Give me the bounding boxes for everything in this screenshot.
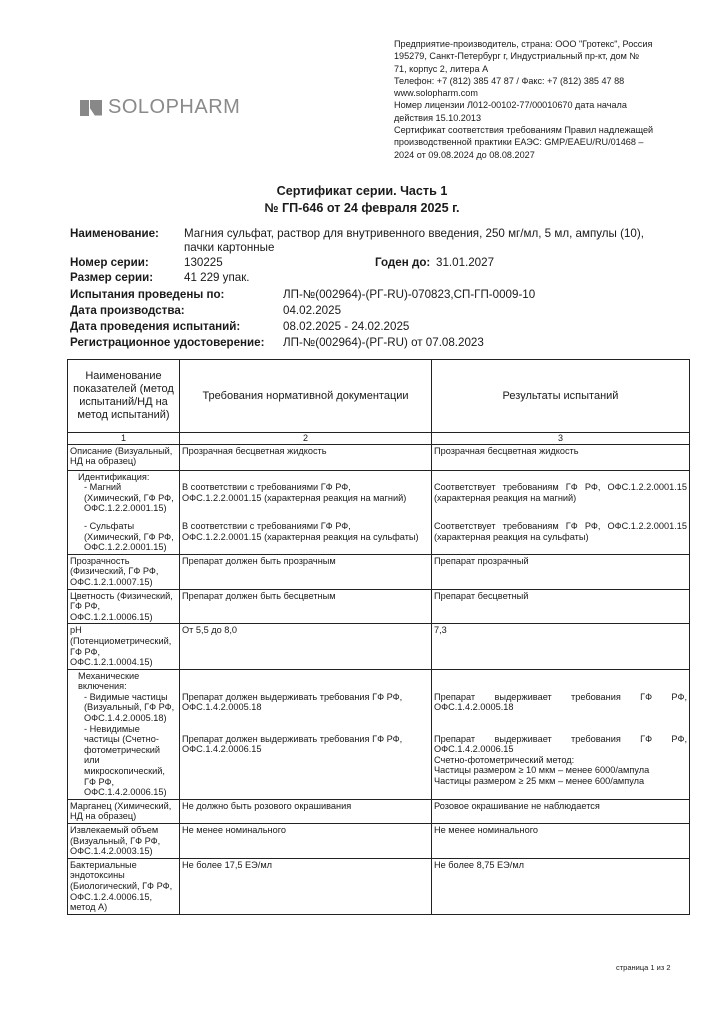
param-visible: - Видимые частицы (Визуальный, ГФ РФ, ОФС.1.4.2.0005.18) [84, 691, 175, 724]
param-invisible: - Невидимые частицы (Счетно-фотометрический или микроскопический, ГФ РФ, ОФС.1.4.2.0006.15) [84, 723, 167, 798]
manufacturer-license: действия 15.10.2013 [394, 112, 482, 123]
res-endotoxins: Не более 8,75 ЕЭ/мл [432, 858, 690, 914]
registration-label: Регистрационное удостоверение: [70, 336, 265, 349]
res-visible: Препарат выдерживает требования ГФ РФ, ОФС.1.4.2.0005.18 [434, 691, 687, 713]
manufacturer-info [394, 38, 694, 161]
req-sulfates: В соответствии с требованиями ГФ РФ, ОФС.1.2.2.0001.15 (характерная реакция на сульфаты) [182, 520, 419, 542]
table-header-row [68, 360, 690, 433]
production-value: 04.02.2025 [283, 304, 342, 317]
req-visible: Препарат должен выдерживать требования ГФ РФ, ОФС.1.4.2.0005.18 [182, 691, 403, 713]
param-description: Описание (Визуальный, НД на образец) [68, 444, 180, 470]
param-magnesium: - Магний (Химический, ГФ РФ, ОФС.1.2.2.0001.15) [84, 482, 174, 514]
table-number-row [68, 433, 690, 445]
table-row [68, 470, 690, 554]
results-table [67, 359, 690, 915]
column-number: 2 [180, 433, 432, 445]
req-ph: От 5,5 до 8,0 [180, 624, 432, 669]
page-number: страница 1 из 2 [616, 963, 671, 972]
table-row [68, 554, 690, 589]
param-color: Цветность (Физический, ГФ РФ, ОФС.1.2.1.0006.15) [68, 589, 180, 624]
production-label: Дата производства: [70, 304, 185, 317]
param-volume: Извлекаемый объем (Визуальный, ГФ РФ, ОФС.1.4.2.0003.15) [68, 824, 180, 859]
manufacturer-website: www.solopharm.com [394, 88, 478, 99]
res-ph: 7,3 [432, 624, 690, 669]
size-value: 41 229 упак. [184, 271, 250, 284]
param-ph: pH (Потенциометрический, ГФ РФ, ОФС.1.2.1.0004.15) [68, 624, 180, 669]
param-mechanical: Механические включения: [78, 670, 140, 692]
req-invisible: Препарат должен выдерживать требования ГФ РФ, ОФС.1.4.2.0006.15 [182, 733, 403, 755]
table-row [68, 858, 690, 914]
name-value: Магния сульфат, раствор для внутривенного введения, 250 мг/мл, 5 мл, ампулы (10), [184, 227, 644, 240]
manufacturer-address: 71, корпус 2, литера А [394, 63, 489, 74]
table-row [68, 824, 690, 859]
brand-name: SOLOPHARM [108, 96, 241, 118]
res-magnesium: Соответствует требованиям ГФ РФ, ОФС.1.2.2.0001.15 (характерная реакция на магний) [434, 482, 687, 503]
test-dates-label: Дата проведения испытаний: [70, 320, 241, 333]
registration-value: ЛП-№(002964)-(РГ-RU) от 07.08.2023 [283, 336, 484, 349]
res-sulfates: Соответствует требованиям ГФ РФ, ОФС.1.2.2.0001.15 (характерная реакция на сульфаты) [434, 520, 687, 542]
table-row [68, 444, 690, 470]
expiry-value: 31.01.2027 [436, 256, 495, 269]
batch-value: 130225 [184, 256, 223, 269]
param-identification: Идентификация: [78, 471, 150, 482]
column-number: 3 [432, 433, 690, 445]
res-color: Препарат бесцветный [432, 589, 690, 624]
manufacturer-gmp: производственной практики ЕАЭС: GMP/EAEU/RU/01468 – [394, 137, 644, 148]
manufacturer-license: Номер лицензии Л012-00102-77/00010670 дата начала [394, 100, 627, 111]
tests-label: Испытания проведены по: [70, 288, 225, 301]
company-logo [80, 96, 240, 119]
table-row [68, 799, 690, 823]
batch-label: Номер серии: [70, 256, 149, 269]
param-sulfates: - Сульфаты (Химический, ГФ РФ, ОФС.1.2.2.0001.15) [84, 520, 174, 553]
table-row [68, 589, 690, 624]
solopharm-logo-icon [80, 98, 102, 118]
header-requirements: Требования нормативной документации [180, 360, 432, 433]
res-manganese: Розовое окрашивание не наблюдается [432, 799, 690, 823]
res-invisible-method: Счетно-фотометрический метод: [434, 754, 575, 765]
table-row [68, 669, 690, 799]
name-value-cont: пачки картонные [184, 241, 275, 254]
res-volume: Не менее номинального [432, 824, 690, 859]
name-label: Наименование: [70, 227, 159, 240]
manufacturer-phone: Телефон: +7 (812) 385 47 87 / Факс: +7 (812) 385 47 88 [394, 75, 625, 86]
res-invisible-10: Частицы размером ≥ 10 мкм – менее 6000/ампула [434, 765, 650, 776]
column-number: 1 [68, 433, 180, 445]
table-row [68, 624, 690, 669]
res-invisible: Препарат выдерживает требования ГФ РФ, ОФС.1.4.2.0006.15 [434, 733, 687, 755]
req-description: Прозрачная бесцветная жидкость [180, 444, 432, 470]
header-parameter: Наименование показателей (метод испытаний/НД на метод испытаний) [68, 360, 180, 433]
req-endotoxins: Не более 17,5 ЕЭ/мл [180, 858, 432, 914]
header-results: Результаты испытаний [432, 360, 690, 433]
document-number: № ГП-646 от 24 февраля 2025 г. [264, 201, 460, 215]
req-magnesium: В соответствии с требованиями ГФ РФ, ОФС.1.2.2.0001.15 (характерная реакция на магний) [182, 482, 407, 503]
size-label: Размер серии: [70, 271, 154, 284]
req-manganese: Не должно быть розового окрашивания [180, 799, 432, 823]
manufacturer-line: Предприятие-производитель, страна: ООО "Гротекс", Россия [394, 39, 653, 49]
res-invisible-25: Частицы размером ≥ 25 мкм – менее 600/ампула [434, 776, 645, 787]
res-transparency: Препарат прозрачный [432, 554, 690, 589]
param-endotoxins: Бактериальные эндотоксины (Биологический, ГФ РФ, ОФС.1.2.4.0006.15, метод А) [68, 858, 180, 914]
test-dates-value: 08.02.2025 - 24.02.2025 [283, 320, 410, 333]
req-volume: Не менее номинального [180, 824, 432, 859]
tests-value: ЛП-№(002964)-(РГ-RU)-070823,СП-ГП-0009-10 [283, 288, 536, 301]
param-manganese: Марганец (Химический, НД на образец) [68, 799, 180, 823]
manufacturer-gmp: Сертификат соответствия требованиям Правил надлежащей [394, 125, 654, 136]
manufacturer-address: 195279, Санкт-Петербург г, Индустриальный пр-кт, дом № [394, 51, 640, 62]
manufacturer-gmp: 2024 от 09.08.2024 до 08.08.2027 [394, 149, 535, 160]
req-color: Препарат должен быть бесцветным [180, 589, 432, 624]
expiry-label: Годен до: [375, 256, 431, 269]
req-transparency: Препарат должен быть прозрачным [180, 554, 432, 589]
res-description: Прозрачная бесцветная жидкость [432, 444, 690, 470]
param-transparency: Прозрачность (Физический, ГФ РФ, ОФС.1.2.1.0007.15) [68, 554, 180, 589]
document-title: Сертификат серии. Часть 1 [276, 184, 448, 198]
